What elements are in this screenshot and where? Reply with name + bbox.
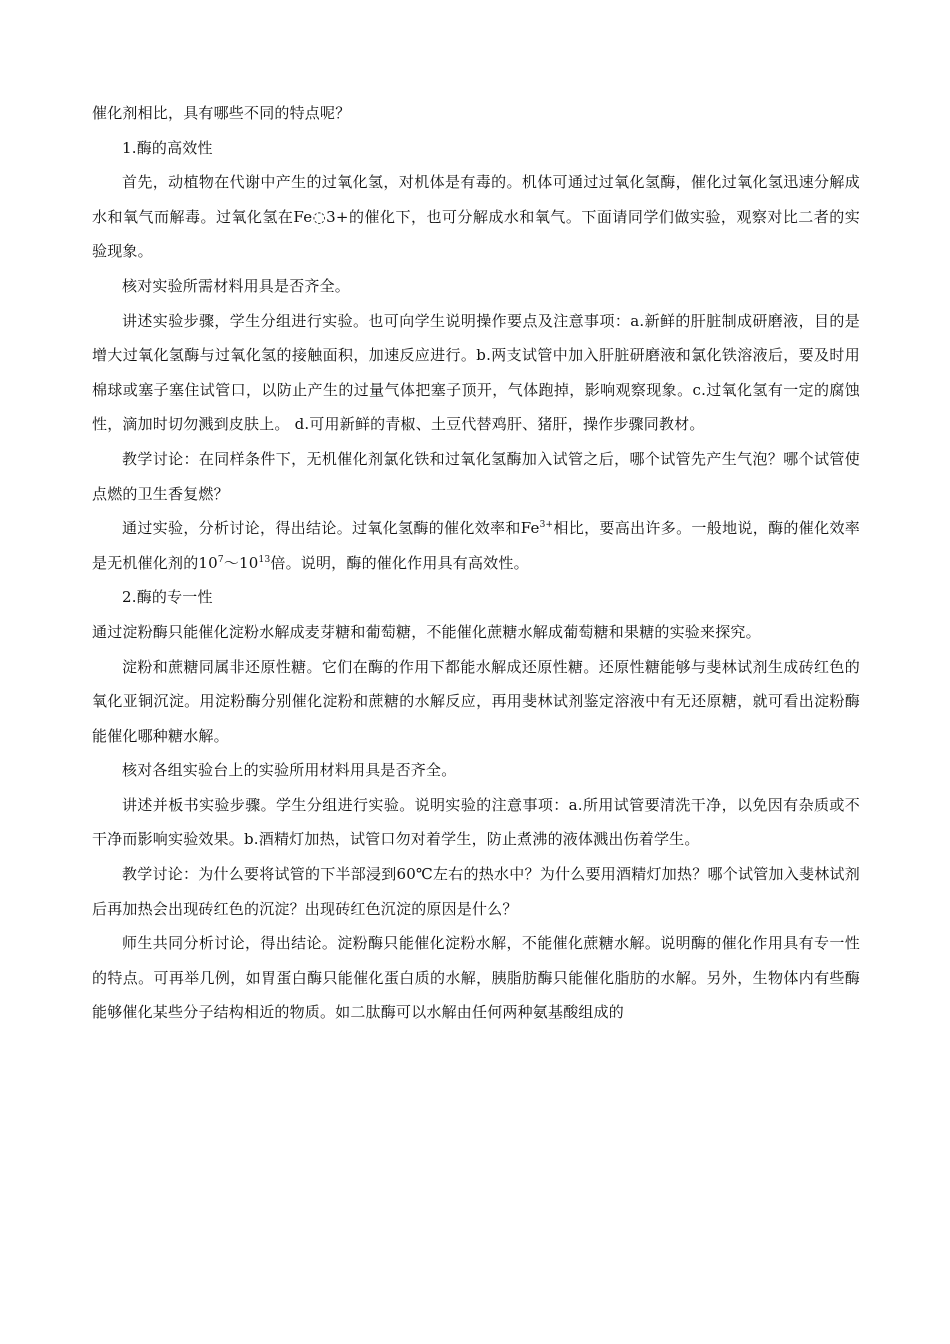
heading-enzyme-specificity: 2.酶的专一性 xyxy=(122,588,213,607)
paragraph-7-part-4: 倍。说明，酶的催化作用具有高效性。 xyxy=(270,553,529,572)
document-page xyxy=(92,96,860,1030)
paragraph-9: 通过淀粉酶只能催化淀粉水解成麦芽糖和葡萄糖，不能催化蔗糖水解成葡萄糖和果糖的实验来探究。 xyxy=(92,622,761,641)
paragraph-14: 师生共同分析讨论，得出结论。淀粉酶只能催化淀粉水解，不能催化蔗糖水解。说明酶的催化作用具有专一性的特点。可再举几例，如胃蛋白酶只能催化蛋白质的水解，胰脂肪酶只能催化脂肪的水解。另外，生物体内有些酶能够催化某些分子结构相近的物质。如二肽酶可以水解由任何两种氨基酸组成的 xyxy=(92,934,860,1022)
paragraph-3: 首先，动植物在代谢中产生的过氧化氢，对机体是有毒的。机体可通过过氧化氢酶，催化过氧化氢迅速分解成水和氧气而解毒。过氧化氢在Fe◌3+的催化下，也可分解成水和氧气。下面请同学们做实验，观察对比二者的实验现象。 xyxy=(92,173,860,261)
paragraph-1: 催化剂相比，具有哪些不同的特点呢？ xyxy=(92,104,351,122)
superscript-13: 13 xyxy=(258,554,271,565)
paragraph-7-part-1: 通过实验，分析讨论，得出结论。过氧化氢酶的催化效率和Fe xyxy=(122,519,540,538)
paragraph-7-part-2: 相比，要高出许多。一般地说，酶的催化效率是无机催化剂的10 xyxy=(92,519,860,572)
paragraph-6: 教学讨论：在同样条件下，无机催化剂氯化铁和过氧化氢酶加入试管之后，哪个试管先产生气泡？哪个试管使点燃的卫生香复燃？ xyxy=(92,449,860,503)
superscript-7: 7 xyxy=(217,554,224,565)
paragraph-7 xyxy=(92,511,860,580)
paragraph-4: 核对实验所需材料用具是否齐全。 xyxy=(122,276,351,295)
paragraph-7-part-3: ～10 xyxy=(223,553,259,572)
paragraph-12: 讲述并板书实验步骤。学生分组进行实验。说明实验的注意事项：a.所用试管要清洗干净，以免因有杂质或不干净而影响实验效果。b.酒精灯加热，试管口勿对着学生，防止煮沸的液体溅出伤着学生。 xyxy=(92,795,860,849)
paragraph-10: 淀粉和蔗糖同属非还原性糖。它们在酶的作用下都能水解成还原性糖。还原性糖能够与斐林试剂生成砖红色的氧化亚铜沉淀。用淀粉酶分别催化淀粉和蔗糖的水解反应，再用斐林试剂鉴定溶液中有无还原糖，就可看出淀粉酶能催化哪种糖水解。 xyxy=(92,657,860,745)
superscript-3plus: 3+ xyxy=(539,520,554,531)
paragraph-13: 教学讨论：为什么要将试管的下半部浸到60℃左右的热水中？为什么要用酒精灯加热？哪个试管加入斐林试剂后再加热会出现砖红色的沉淀？出现砖红色沉淀的原因是什么？ xyxy=(92,865,860,918)
paragraph-11: 核对各组实验台上的实验所用材料用具是否齐全。 xyxy=(122,761,457,780)
heading-enzyme-efficiency: 1.酶的高效性 xyxy=(122,138,213,157)
paragraph-5: 讲述实验步骤，学生分组进行实验。也可向学生说明操作要点及注意事项：a.新鲜的肝脏制成研磨液，目的是增大过氧化氢酶与过氧化氢的接触面积，加速反应进行。b.两支试管中加入肝脏研磨液和氯化铁溶液后，要及时用棉球或塞子塞住试管口，以防止产生的过量气体把塞子顶开，气体跑掉，影响观察现象。c.过氧化氢有一定的腐蚀性，滴加时切勿溅到皮肤上。 d.可用新鲜的青椒、土豆代替鸡肝、猪肝，操作步骤同教材。 xyxy=(92,311,860,434)
